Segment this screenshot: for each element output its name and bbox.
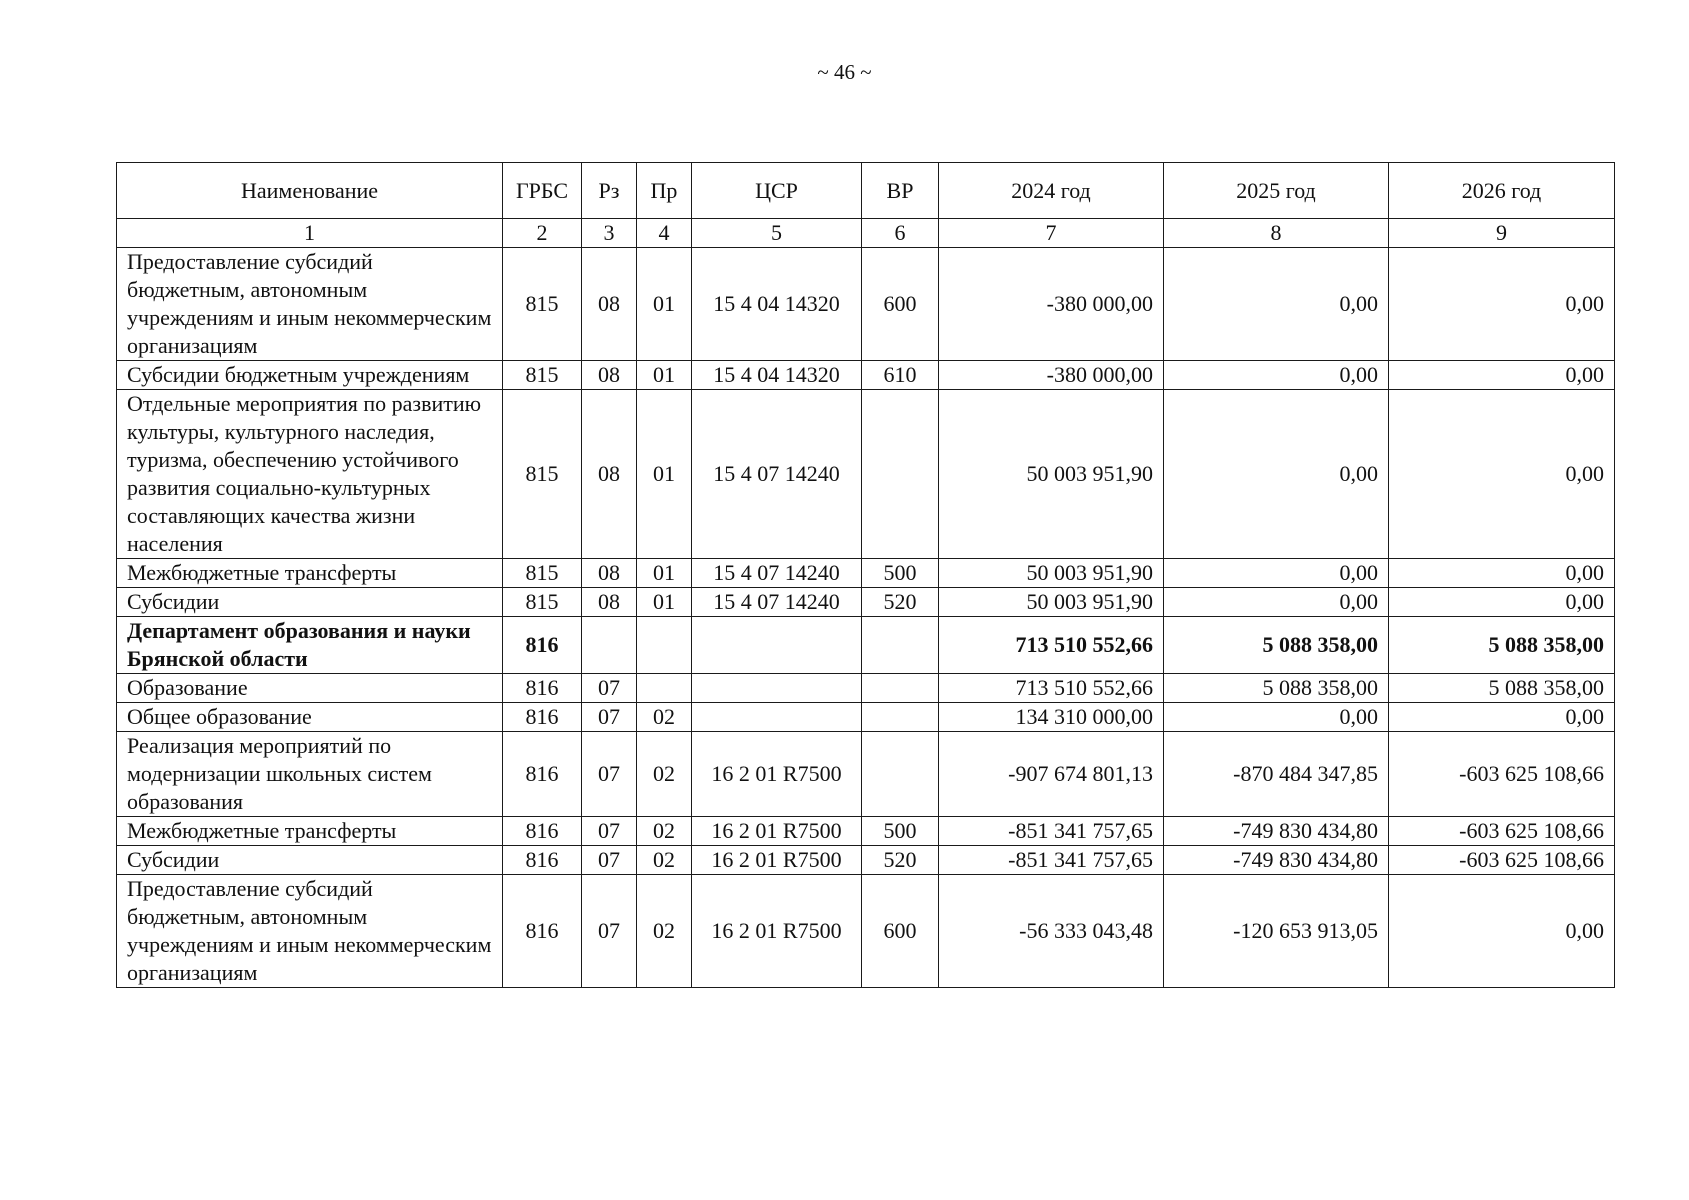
cell-rz	[582, 617, 637, 674]
column-number: 6	[862, 219, 939, 248]
cell-name: Субсидии	[117, 588, 503, 617]
cell-rz: 08	[582, 248, 637, 361]
cell-vr: 500	[862, 817, 939, 846]
cell-name: Предоставление субсидий бюджетным, автономным учреждениям и иным некоммерческим организациям	[117, 875, 503, 988]
cell-pr: 01	[637, 588, 692, 617]
cell-csr: 15 4 04 14320	[692, 361, 862, 390]
cell-csr	[692, 703, 862, 732]
cell-pr: 02	[637, 732, 692, 817]
cell-2026: 0,00	[1389, 559, 1615, 588]
cell-rz: 07	[582, 732, 637, 817]
cell-name: Реализация мероприятий по модернизации школьных систем образования	[117, 732, 503, 817]
cell-rz: 08	[582, 390, 637, 559]
cell-pr: 02	[637, 846, 692, 875]
cell-2024: -380 000,00	[939, 361, 1164, 390]
cell-2025: 0,00	[1164, 248, 1389, 361]
column-number: 2	[503, 219, 582, 248]
cell-2026: 0,00	[1389, 361, 1615, 390]
cell-2024: 50 003 951,90	[939, 588, 1164, 617]
cell-name: Субсидии	[117, 846, 503, 875]
cell-name: Общее образование	[117, 703, 503, 732]
table-row	[117, 361, 1615, 390]
table-row	[117, 875, 1615, 988]
cell-2025: -749 830 434,80	[1164, 846, 1389, 875]
cell-pr: 01	[637, 559, 692, 588]
cell-pr: 02	[637, 817, 692, 846]
cell-name: Межбюджетные трансферты	[117, 817, 503, 846]
cell-vr	[862, 674, 939, 703]
cell-rz: 07	[582, 875, 637, 988]
header-vr: ВР	[862, 163, 939, 219]
cell-2024: 713 510 552,66	[939, 617, 1164, 674]
cell-grbs: 815	[503, 559, 582, 588]
cell-2025: 5 088 358,00	[1164, 674, 1389, 703]
page-number: ~ 46 ~	[817, 60, 872, 84]
cell-pr: 02	[637, 703, 692, 732]
budget-table	[116, 162, 1615, 988]
column-number: 9	[1389, 219, 1615, 248]
table-row	[117, 732, 1615, 817]
column-number: 3	[582, 219, 637, 248]
cell-name: Межбюджетные трансферты	[117, 559, 503, 588]
cell-2025: 0,00	[1164, 588, 1389, 617]
cell-rz: 08	[582, 559, 637, 588]
column-number: 7	[939, 219, 1164, 248]
table-row	[117, 588, 1615, 617]
cell-csr: 16 2 01 R7500	[692, 817, 862, 846]
cell-2025: 0,00	[1164, 390, 1389, 559]
cell-2025: -870 484 347,85	[1164, 732, 1389, 817]
cell-pr: 02	[637, 875, 692, 988]
cell-grbs: 815	[503, 248, 582, 361]
cell-2026: 0,00	[1389, 588, 1615, 617]
cell-grbs: 816	[503, 674, 582, 703]
column-number-row	[117, 219, 1615, 248]
header-rz: Рз	[582, 163, 637, 219]
cell-grbs: 816	[503, 703, 582, 732]
table-body	[117, 248, 1615, 988]
cell-2024: 50 003 951,90	[939, 390, 1164, 559]
header-2024: 2024 год	[939, 163, 1164, 219]
table-row	[117, 559, 1615, 588]
header-row	[117, 163, 1615, 219]
table-row	[117, 674, 1615, 703]
cell-vr: 520	[862, 588, 939, 617]
cell-2025: -120 653 913,05	[1164, 875, 1389, 988]
cell-rz: 07	[582, 846, 637, 875]
header-name: Наименование	[117, 163, 503, 219]
table-row	[117, 817, 1615, 846]
header-2025: 2025 год	[1164, 163, 1389, 219]
cell-rz: 08	[582, 588, 637, 617]
cell-2026: -603 625 108,66	[1389, 817, 1615, 846]
cell-2026: 0,00	[1389, 248, 1615, 361]
cell-grbs: 816	[503, 617, 582, 674]
cell-name: Предоставление субсидий бюджетным, автономным учреждениям и иным некоммерческим организациям	[117, 248, 503, 361]
cell-vr	[862, 703, 939, 732]
cell-vr	[862, 617, 939, 674]
cell-csr: 15 4 07 14240	[692, 390, 862, 559]
cell-grbs: 815	[503, 361, 582, 390]
cell-csr: 15 4 07 14240	[692, 588, 862, 617]
cell-2025: 0,00	[1164, 559, 1389, 588]
cell-2024: -851 341 757,65	[939, 817, 1164, 846]
cell-grbs: 816	[503, 875, 582, 988]
column-number: 1	[117, 219, 503, 248]
cell-csr	[692, 674, 862, 703]
cell-2024: 713 510 552,66	[939, 674, 1164, 703]
table-row	[117, 703, 1615, 732]
header-2026: 2026 год	[1389, 163, 1615, 219]
column-number: 5	[692, 219, 862, 248]
cell-grbs: 816	[503, 732, 582, 817]
cell-csr: 16 2 01 R7500	[692, 732, 862, 817]
cell-2024: -907 674 801,13	[939, 732, 1164, 817]
cell-2025: -749 830 434,80	[1164, 817, 1389, 846]
cell-rz: 07	[582, 703, 637, 732]
cell-vr	[862, 732, 939, 817]
header-csr: ЦСР	[692, 163, 862, 219]
table-row	[117, 617, 1615, 674]
cell-name: Департамент образования и науки Брянской области	[117, 617, 503, 674]
cell-csr	[692, 617, 862, 674]
cell-rz: 08	[582, 361, 637, 390]
table-row	[117, 846, 1615, 875]
table-row	[117, 390, 1615, 559]
cell-vr: 500	[862, 559, 939, 588]
cell-2026: 0,00	[1389, 703, 1615, 732]
cell-2024: 50 003 951,90	[939, 559, 1164, 588]
cell-csr: 16 2 01 R7500	[692, 875, 862, 988]
cell-2024: -380 000,00	[939, 248, 1164, 361]
cell-grbs: 815	[503, 390, 582, 559]
cell-rz: 07	[582, 817, 637, 846]
cell-csr: 15 4 04 14320	[692, 248, 862, 361]
cell-vr: 600	[862, 875, 939, 988]
cell-grbs: 816	[503, 817, 582, 846]
cell-2025: 0,00	[1164, 703, 1389, 732]
column-number: 4	[637, 219, 692, 248]
table-row	[117, 248, 1615, 361]
cell-pr	[637, 617, 692, 674]
cell-vr: 520	[862, 846, 939, 875]
cell-vr	[862, 390, 939, 559]
cell-2024: -851 341 757,65	[939, 846, 1164, 875]
header-grbs: ГРБС	[503, 163, 582, 219]
cell-2026: 0,00	[1389, 875, 1615, 988]
cell-csr: 16 2 01 R7500	[692, 846, 862, 875]
cell-csr: 15 4 07 14240	[692, 559, 862, 588]
cell-pr	[637, 674, 692, 703]
cell-name: Отдельные мероприятия по развитию культуры, культурного наследия, туризма, обеспечению устойчивого развития социально-культурных составляющих качества жизни населения	[117, 390, 503, 559]
header-pr: Пр	[637, 163, 692, 219]
cell-2026: 0,00	[1389, 390, 1615, 559]
cell-grbs: 816	[503, 846, 582, 875]
cell-2024: -56 333 043,48	[939, 875, 1164, 988]
cell-2025: 0,00	[1164, 361, 1389, 390]
cell-vr: 600	[862, 248, 939, 361]
cell-grbs: 815	[503, 588, 582, 617]
column-number: 8	[1164, 219, 1389, 248]
cell-2026: -603 625 108,66	[1389, 846, 1615, 875]
cell-pr: 01	[637, 361, 692, 390]
cell-name: Образование	[117, 674, 503, 703]
cell-rz: 07	[582, 674, 637, 703]
cell-pr: 01	[637, 390, 692, 559]
cell-2026: 5 088 358,00	[1389, 674, 1615, 703]
cell-2025: 5 088 358,00	[1164, 617, 1389, 674]
cell-2026: -603 625 108,66	[1389, 732, 1615, 817]
cell-pr: 01	[637, 248, 692, 361]
cell-name: Субсидии бюджетным учреждениям	[117, 361, 503, 390]
cell-vr: 610	[862, 361, 939, 390]
cell-2024: 134 310 000,00	[939, 703, 1164, 732]
cell-2026: 5 088 358,00	[1389, 617, 1615, 674]
